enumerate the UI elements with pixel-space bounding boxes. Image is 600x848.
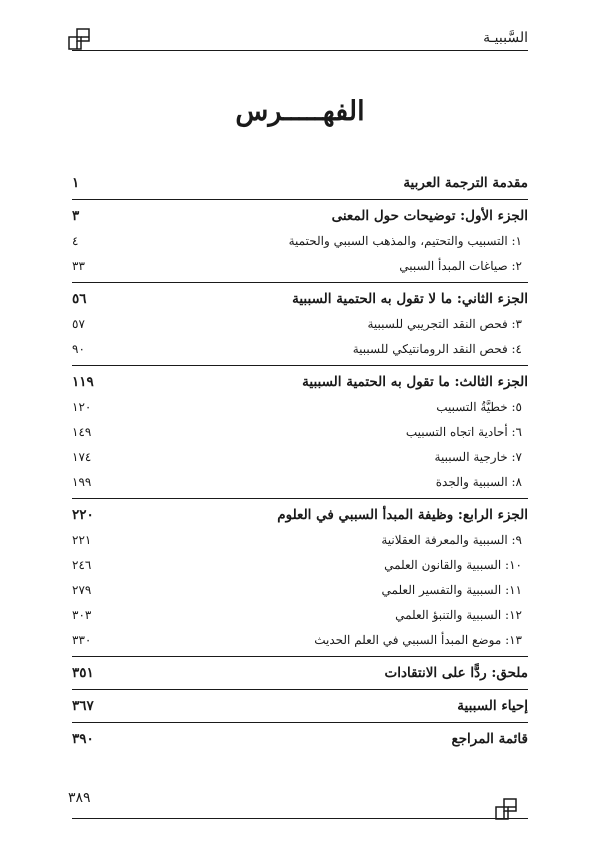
toc-chapter-page: ١٤٩	[72, 424, 92, 439]
toc-part-entry[interactable]	[72, 502, 528, 527]
toc-part-page: ٣٩٠	[72, 730, 94, 747]
toc-chapter-page: ٩٠	[72, 341, 85, 356]
toc-chapter-entry[interactable]	[72, 253, 528, 278]
toc-chapter-title: ٥: خطيَّةُ التسبيب	[436, 399, 522, 414]
toc-chapter-page: ١٢٠	[72, 399, 92, 414]
toc-part-title: قائمة المراجع	[451, 730, 528, 747]
toc-divider	[72, 365, 528, 366]
toc-chapter-page: ٢٤٦	[72, 557, 92, 572]
toc-chapter-title: ٧: خارجية السببية	[434, 449, 522, 464]
toc-chapter-title: ٨: السببية والجدة	[435, 474, 522, 489]
toc-part-title: الجزء الثالث: ما تقول به الحتمية السببية	[302, 373, 528, 390]
header-rule	[72, 50, 528, 51]
footer-rule	[72, 818, 528, 819]
toc-group	[72, 502, 528, 657]
toc-part-title: الجزء الأول: توضيحات حول المعنى	[331, 207, 528, 224]
toc-part-page: ٢٢٠	[72, 506, 94, 523]
toc-part-entry[interactable]	[72, 693, 528, 718]
toc-chapter-entry[interactable]	[72, 394, 528, 419]
toc-divider	[72, 498, 528, 499]
toc-chapter-title: ٢: صياغات المبدأ السببي	[399, 258, 522, 273]
toc-divider	[72, 282, 528, 283]
toc-group	[72, 660, 528, 690]
toc-chapter-title: ١: التسبيب والتحتيم، والمذهب السببي والحتمية	[288, 233, 522, 248]
toc-part-entry[interactable]	[72, 286, 528, 311]
toc-group	[72, 693, 528, 723]
toc-divider	[72, 656, 528, 657]
toc-chapter-title: ٣: فحص النقد التجريبي للسببية	[367, 316, 522, 331]
toc-part-page: ٣٥١	[72, 664, 94, 681]
toc-group	[72, 203, 528, 283]
toc-chapter-entry[interactable]	[72, 627, 528, 652]
toc-chapter-title: ١٣: موضع المبدأ السببي في العلم الحديث	[314, 632, 522, 647]
toc-chapter-entry[interactable]	[72, 228, 528, 253]
toc-chapter-page: ٢٢١	[72, 532, 92, 547]
toc-group	[72, 170, 528, 200]
toc-chapter-page: ٢٧٩	[72, 582, 92, 597]
toc-chapter-title: ١٠: السببية والقانون العلمي	[384, 557, 522, 572]
toc-chapter-page: ٣٠٣	[72, 607, 92, 622]
toc-group	[72, 369, 528, 499]
toc-part-page: ٣	[72, 207, 80, 224]
toc-chapter-entry[interactable]	[72, 577, 528, 602]
toc-part-title: مقدمة الترجمة العربية	[403, 174, 528, 191]
toc-chapter-entry[interactable]	[72, 336, 528, 361]
toc-group	[72, 286, 528, 366]
running-header-title: السَّببيـة	[483, 30, 528, 46]
toc-part-entry[interactable]	[72, 726, 528, 751]
toc-chapter-title: ٦: أحادية اتجاه التسبيب	[405, 424, 522, 439]
toc-chapter-title: ٤: فحص النقد الرومانتيكي للسببية	[352, 341, 522, 356]
toc-chapter-entry[interactable]	[72, 311, 528, 336]
toc-chapter-entry[interactable]	[72, 552, 528, 577]
toc-part-title: ملحق: ردًّا على الانتقادات	[384, 664, 528, 681]
square-grid-emblem-icon	[495, 798, 517, 820]
toc-chapter-page: ٤	[72, 233, 79, 248]
toc-chapter-entry[interactable]	[72, 444, 528, 469]
toc-divider	[72, 199, 528, 200]
toc-chapter-page: ٥٧	[72, 316, 85, 331]
toc-divider	[72, 689, 528, 690]
toc-chapter-page: ١٧٤	[72, 449, 92, 464]
toc-part-title: إحياء السببية	[457, 697, 528, 714]
toc-part-title: الجزء الرابع: وظيفة المبدأ السببي في العلوم	[277, 506, 528, 523]
toc-part-page: ٣٦٧	[72, 697, 94, 714]
toc-chapter-page: ٣٣٠	[72, 632, 92, 647]
toc-part-page: ٥٦	[72, 290, 87, 307]
toc-chapter-entry[interactable]	[72, 602, 528, 627]
table-of-contents	[72, 170, 528, 751]
toc-chapter-title: ١١: السببية والتفسير العلمي	[381, 582, 522, 597]
square-grid-emblem-icon	[68, 28, 90, 50]
toc-part-entry[interactable]	[72, 203, 528, 228]
toc-chapter-entry[interactable]	[72, 469, 528, 494]
toc-part-entry[interactable]	[72, 170, 528, 195]
page-number: ٣٨٩	[68, 790, 91, 806]
toc-part-entry[interactable]	[72, 369, 528, 394]
toc-part-page: ١١٩	[72, 373, 94, 390]
toc-chapter-page: ١٩٩	[72, 474, 92, 489]
page-title: الفهـــــرس	[235, 96, 365, 127]
toc-chapter-entry[interactable]	[72, 527, 528, 552]
toc-group	[72, 726, 528, 751]
toc-chapter-entry[interactable]	[72, 419, 528, 444]
toc-part-title: الجزء الثاني: ما لا تقول به الحتمية السببية	[292, 290, 528, 307]
toc-part-entry[interactable]	[72, 660, 528, 685]
toc-chapter-title: ٩: السببية والمعرفة العقلانية	[381, 532, 522, 547]
toc-divider	[72, 722, 528, 723]
toc-chapter-title: ١٢: السببية والتنبؤ العلمي	[395, 607, 522, 622]
toc-chapter-page: ٣٣	[72, 258, 85, 273]
toc-part-page: ١	[72, 174, 80, 191]
